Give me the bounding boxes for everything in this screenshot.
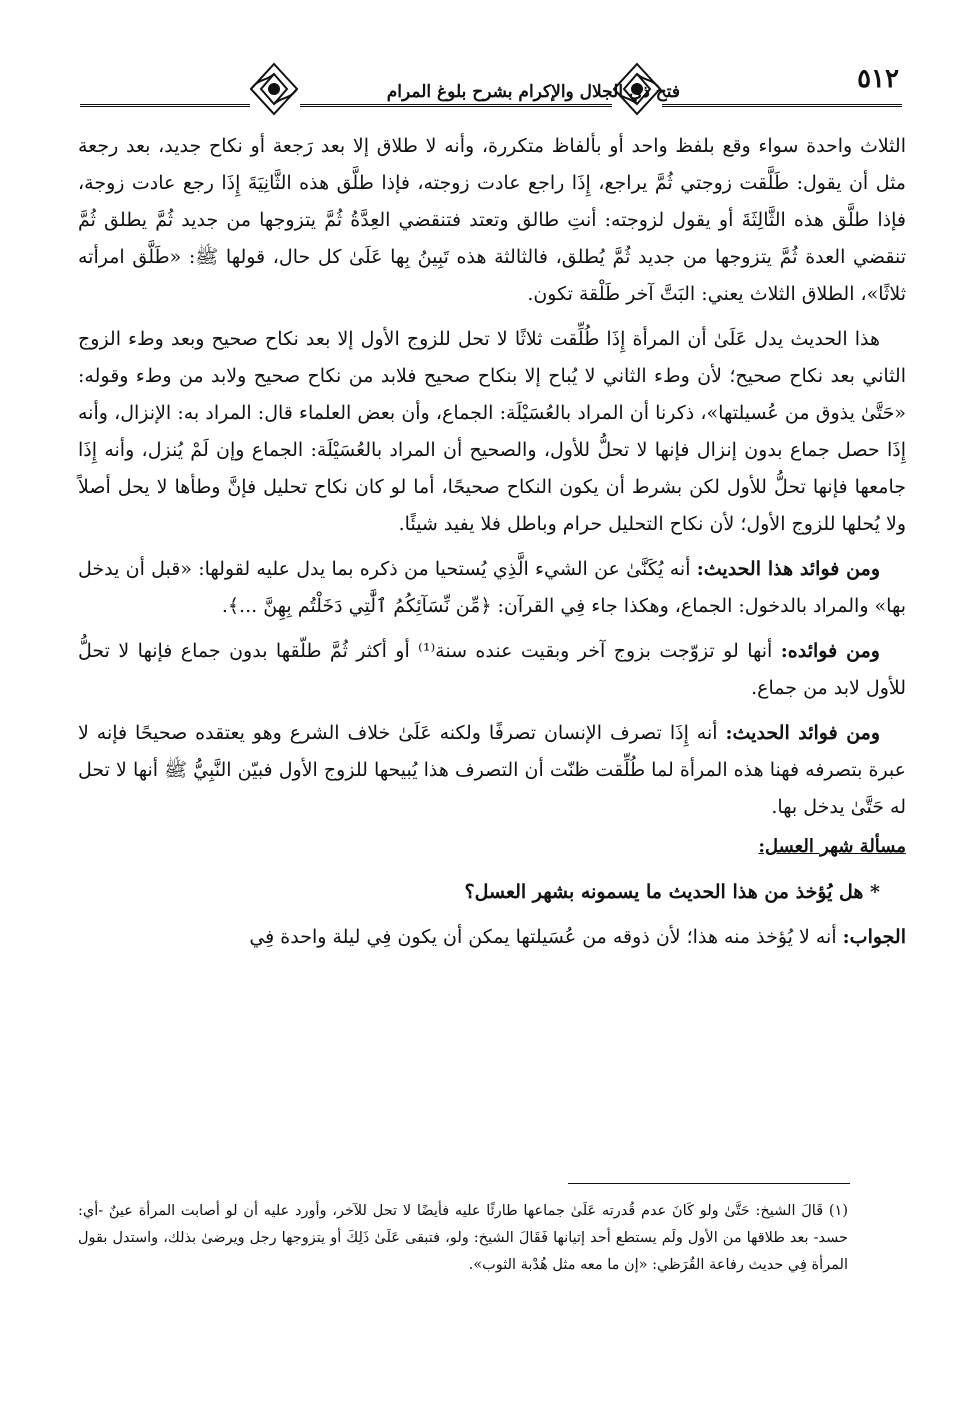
paragraph-4 [78, 633, 906, 707]
paragraph-text: أنه يُكَنَّىٰ عن الشيء الَّذِي يُستحيا من ذكره بما يدل عليه لقولها: «قبل أن يدخل بها» والمراد بالدخول: الجماع، وهكذا جاء فِي القرآن: ﴿مِّن نِّسَآئِكُمُ ٱلَّٰتِي دَخَلْتُم بِهِنَّ ...﴾. [78, 558, 906, 617]
paragraph-text: الثلاث واحدة سواء وقع بلفظ واحد أو بألفاظ متكررة، وأنه لا طلاق إلا بعد رَجعة أو نكاح جديد، بعد رجعة مثل أن يقول: طَلَّقت زوجتي ثُمَّ يراجع، إِذَا راجع عادت زوجته، فإذا طلَّق هذه الثَّانِيَةَ إِذَا رجع عادت زوجة، فإذا طلَّق هذه الثَّالِثَةَ أو يقول لزوجته: أنتِ طالق وتعتد فتنقضي العِدَّةُ ثُمَّ يتزوجها من جديد ثُمَّ يطلق ثُمَّ تنقضي العدة ثُمَّ يتزوجها من جديد ثُمَّ يُطلق، فالثالثة هذه تَبِينُ بِها عَلَىٰ كل حال، قولها ﷺ: «طَلَّق امرأته ثلاثًا»، الطلاق الثلاث يعني: البَتَّ آخر طَلْقة تكون. [78, 135, 906, 305]
answer-lead: الجواب: [842, 926, 906, 948]
header-rule-middle [300, 104, 612, 107]
paragraph-text: هذا الحديث يدل عَلَىٰ أن المرأة إِذَا طُلِّقت ثلاثًا لا تحل للزوج الأول إلا بعد نكاح صحيح وبعد وطء الزوج الثاني بعد نكاح صحيح؛ لأن وطء الثاني لا يُباح إلا بنكاح صحيح فلابد من نكاح صحيح ولابد من وطء وقوله: «حَتَّىٰ يذوق من عُسيلتها»، ذكرنا أن المراد بالعُسَيْلَة: الجماع، وأن بعض العلماء قال: المراد به: الإنزال، وأنه إِذَا حصل جماع بدون إنزال فإنها لا تحلُّ للأول، والصحيح أن المراد بالعُسَيْلَة: الجماع وإن لَمْ يُنزل، وأنه إِذَا جامعها فإنها تحلُّ للأول لكن بشرط أن يكون النكاح صحيحًا، أما لو كان نكاح تحليل فإنَّ وطأها لا يحل أصلاً ولا يُحلها للزوج الأول؛ لأن نكاح التحليل حرام وباطل فلا يفيد شيئًا. [78, 328, 906, 535]
header-rule-right [662, 104, 902, 107]
paragraph-text: أنه إِذَا تصرف الإنسان تصرفًا ولكنه عَلَىٰ خلاف الشرع وهو يعتقده صحيحًا فإنه لا عبرة بتصرفه فهنا هذه المرأة لما طُلِّقت ظنّت أن التصرف هذا يُبيحها للزوج الأول فبيّن النَّبِيُّ ﷺ أنها لا تحل له حَتَّىٰ يدخل بها. [78, 722, 906, 818]
question: * هل يُؤخذ من هذا الحديث ما يسمونه بشهر العسل؟ [464, 881, 880, 903]
paragraph-3 [78, 551, 906, 625]
header-rule-left [80, 104, 250, 107]
running-header [60, 60, 905, 115]
book-title: فتح ذي الجلال والإكرام بشرح بلوغ المرام [386, 82, 680, 102]
paragraph-1 [78, 128, 906, 313]
answer-text: أنه لا يُؤخذ منه هذا؛ لأن ذوقه من عُسَيلتها يمكن أن يكون فِي ليلة واحدة فِي [249, 926, 843, 948]
paragraph-lead: ومن فوائد هذا الحديث: [696, 558, 880, 580]
paragraph-text: أنها لو تزوّجت بزوج آخر وبقيت عنده سنة⁽¹⁾ أو أكثر ثُمَّ طلّقها بدون جماع فإنها لا تحلُّ للأول لابد من جماع. [78, 640, 906, 699]
paragraph-lead: ومن فوائده: [780, 640, 880, 662]
main-text [78, 128, 906, 964]
section-heading: مسألة شهر العسل: [758, 836, 906, 857]
ornament-left-icon [245, 60, 303, 118]
paragraph-5 [78, 715, 906, 826]
answer [78, 919, 906, 956]
footnote-separator [568, 1183, 850, 1184]
footnotes [78, 1198, 848, 1279]
paragraph-lead: ومن فوائد الحديث: [725, 722, 881, 744]
page-number: ٥١٢ [857, 64, 899, 94]
paragraph-2 [78, 321, 906, 543]
footnote-1: (١) قَالَ الشيخ: حَتَّىٰ ولو كَانَ عدم قُدرته عَلَىٰ جماعها طارئًا عليه فأيضًا لا تحل للآخر، وأورد عليه أن لو أصابت المرأة عينٌ -أي: حسد- بعد طلاقها من الأول ولَم يستطع أحد إتيانها فَقَالَ الشيخ: ولو، فتبقى عَلَىٰ ذَلِكَ أو يتزوجها رجل ويرضىٰ بذلك، واستدل بقول المرأة فِي حديث رفاعة القُرَظي: «إن ما معه مثل هُدْبة الثوب». [78, 1203, 848, 1273]
